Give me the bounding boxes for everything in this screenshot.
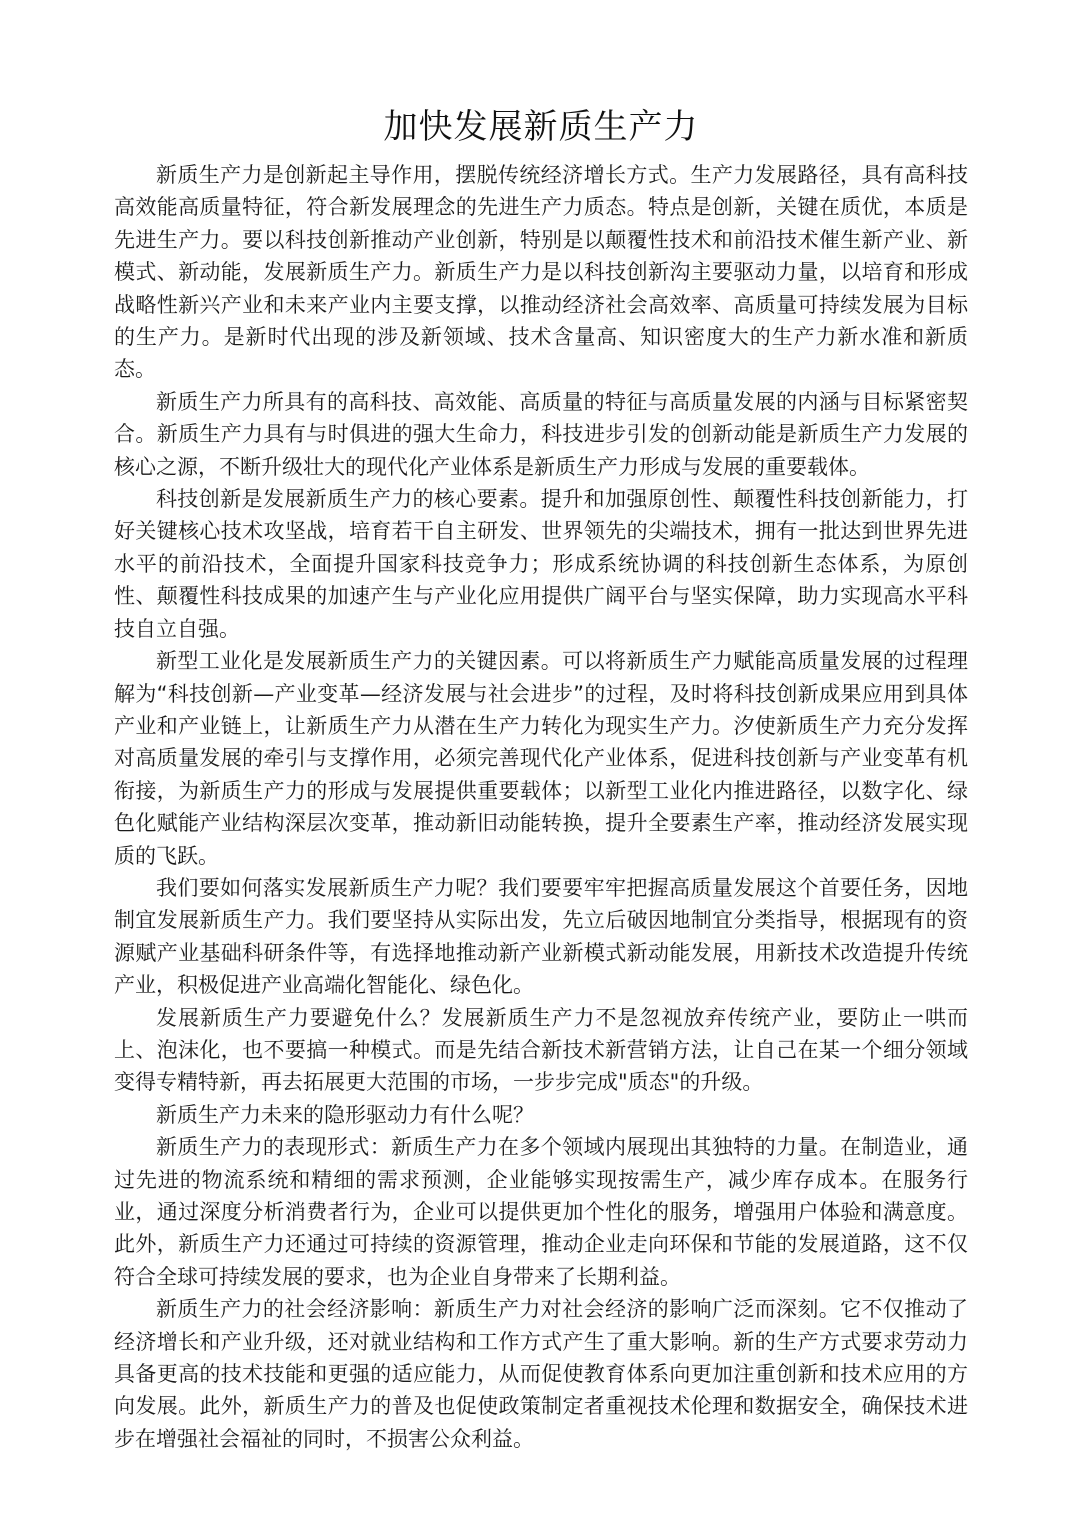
paragraph-3: 科技创新是发展新质生产力的核心要素。提升和加强原创性、颠覆性科技创新能力，打好关键核心技术攻坚战，培育若干自主研发、世界领先的尖端技术，拥有一批达到世界先进水平的前沿技术，全面提升国家科技竞争力；形成系统协调的科技创新生态体系，为原创性、颠覆性科技成果的加速产生与产业化应用提供广阔平台与坚实保障，助力实现高水平科技自立自强。 bbox=[114, 487, 968, 641]
paragraph-7: 新质生产力未来的隐形驱动力有什么呢？ bbox=[156, 1102, 534, 1127]
paragraph-4: 新型工业化是发展新质生产力的关键因素。可以将新质生产力赋能高质量发展的过程理解为“科技创新—产业变革—经济发展与社会进步”的过程，及时将科技创新成果应用到具体产业和产业链上，让新质生产力从潜在生产力转化为现实生产力。汐使新质生产力充分发挥对高质量发展的牵引与支撑作用，必须完善现代化产业体系，促进科技创新与产业变革有机衔接，为新质生产力的形成与发展提供重要载体；以新型工业化内推进路径，以数字化、绿色化赋能产业结构深层次变革，推动新旧动能转换，提升全要素生产率，推动经济发展实现质的飞跃。 bbox=[114, 649, 968, 868]
paragraph-6: 发展新质生产力要避免什么？发展新质生产力不是忽视放弃传统产业，要防止一哄而上、泡沫化，也不要搞一种模式。而是先结合新技术新营销方法，让自己在某一个细分领域变得专精特新，再去拓展更大范围的市场，一步步完成"质态"的升级。 bbox=[114, 1005, 968, 1095]
paragraph-9: 新质生产力的社会经济影响：新质生产力对社会经济的影响广泛而深刻。它不仅推动了经济增长和产业升级，还对就业结构和工作方式产生了重大影响。新的生产方式要求劳动力具备更高的技术技能和更强的适应能力，从而促使教育体系向更加注重创新和技术应用的方向发展。此外，新质生产力的普及也促使政策制定者重视技术伦理和数据安全，确保技术进步在增强社会福祉的同时，不损害公众利益。 bbox=[114, 1297, 968, 1451]
paragraph-5: 我们要如何落实发展新质生产力呢？我们要要牢牢把握高质量发展这个首要任务，因地制宜发展新质生产力。我们要坚持从实际出发，先立后破因地制宜分类指导，根据现有的资源赋产业基础科研条件等，有选择地推动新产业新模式新动能发展，用新技术改造提升传统产业，积极促进产业高端化智能化、绿色化。 bbox=[114, 875, 968, 998]
paragraph-8: 新质生产力的表现形式：新质生产力在多个领域内展现出其独特的力量。在制造业，通过先进的物流系统和精细的需求预测，企业能够实现按需生产，减少库存成本。在服务行业，通过深度分析消费者行为，企业可以提供更加个性化的服务，增强用户体验和满意度。此外，新质生产力还通过可持续的资源管理，推动企业走向环保和节能的发展道路，这不仅符合全球可持续发展的要求，也为企业自身带来了长期利益。 bbox=[114, 1135, 968, 1289]
document-title: 加快发展新质生产力 bbox=[383, 107, 699, 147]
paragraph-2: 新质生产力所具有的高科技、高效能、高质量的特征与高质量发展的内涵与目标紧密契合。新质生产力具有与时俱进的强大生命力，科技进步引发的创新动能是新质生产力发展的核心之源，不断升级壮大的现代化产业体系是新质生产力形成与发展的重要载体。 bbox=[114, 389, 968, 479]
paragraph-1: 新质生产力是创新起主导作用，摆脱传统经济增长方式。生产力发展路径，具有高科技高效能高质量特征，符合新发展理念的先进生产力质态。特点是创新，关键在质优，本质是先进生产力。要以科技创新推动产业创新，特别是以颠覆性技术和前沿技术催生新产业、新模式、新动能，发展新质生产力。新质生产力是以科技创新沟主要驱动力量，以培育和形成战略性新兴产业和未来产业内主要支撑，以推动经济社会高效率、高质量可持续发展为目标的生产力。是新时代出现的涉及新领域、技术含量高、知识密度大的生产力新水准和新质态。 bbox=[114, 163, 968, 382]
